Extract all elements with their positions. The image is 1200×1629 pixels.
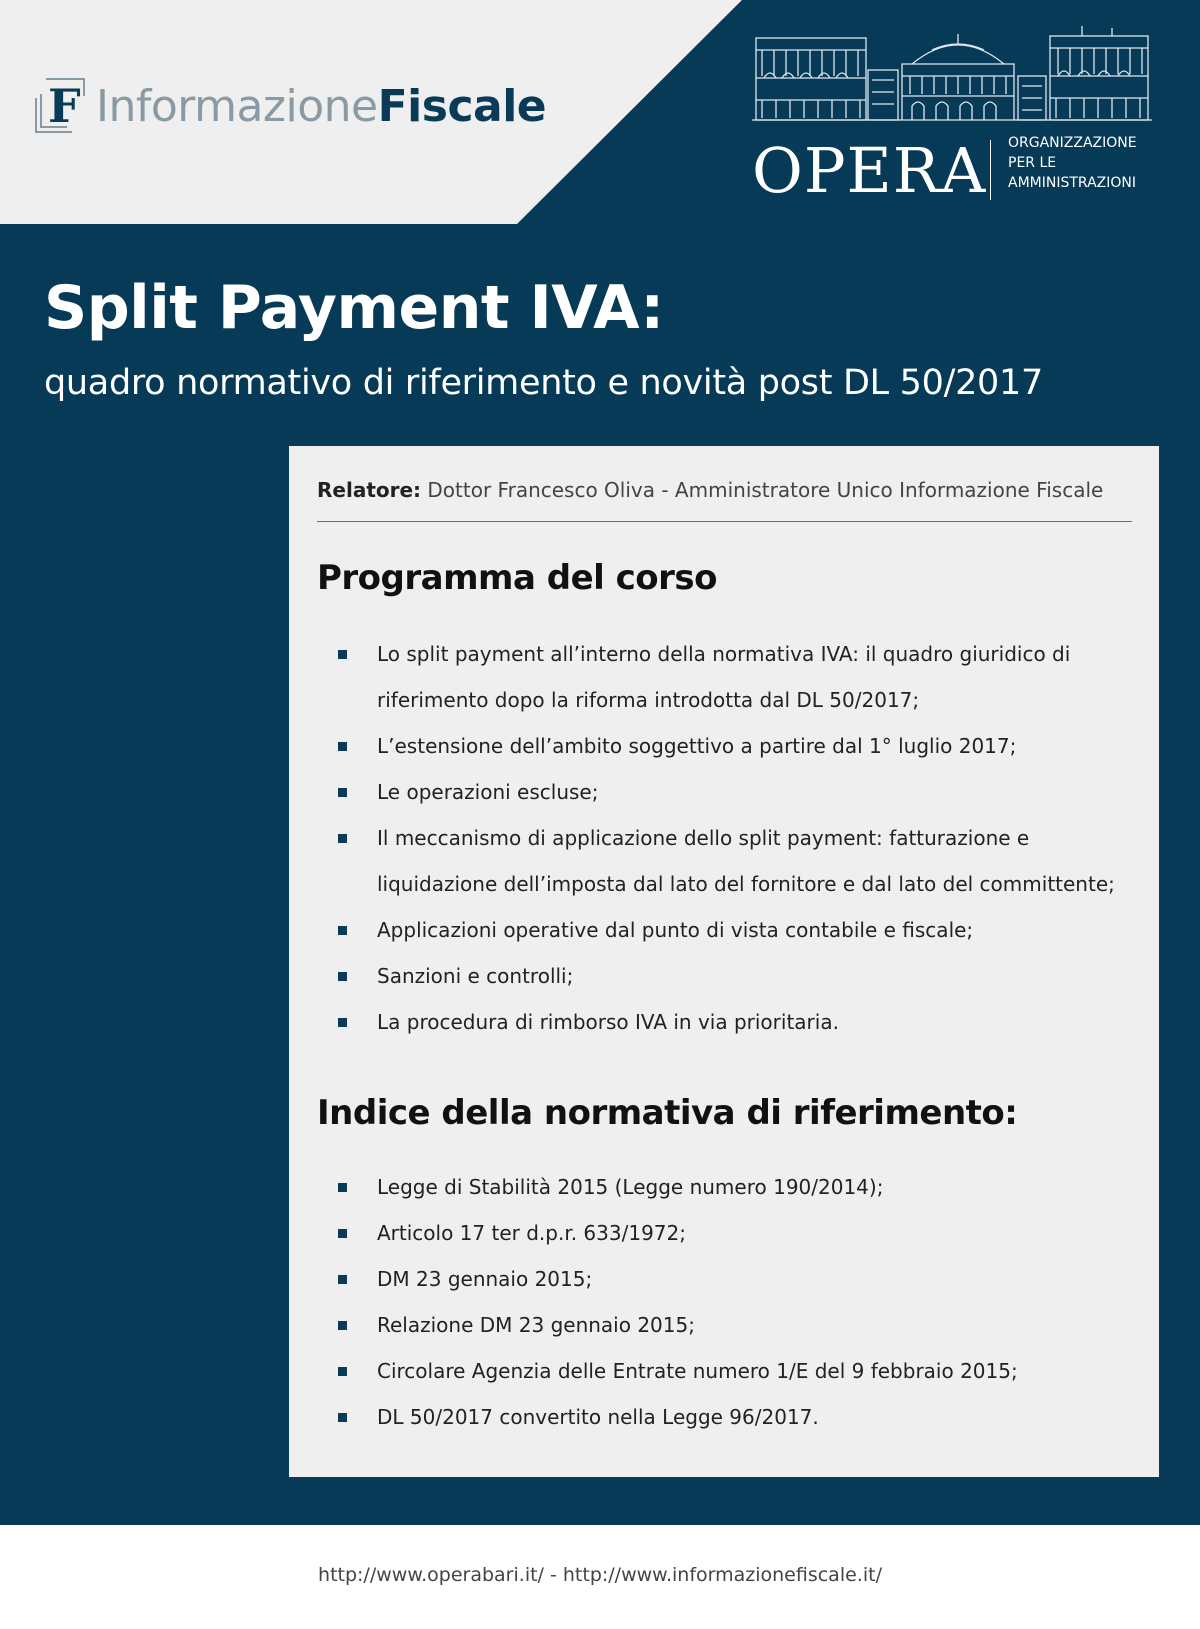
speaker-value: Dottor Francesco Oliva - Amministratore Unico Informazione Fiscale — [427, 478, 1104, 502]
list-item-text: L’estensione dell’ambito soggettivo a partire dal 1° luglio 2017; — [377, 734, 1017, 758]
square-bullet-icon — [338, 972, 347, 981]
program-list — [317, 631, 1142, 1045]
speaker-label: Relatore: — [317, 478, 422, 502]
square-bullet-icon — [338, 1183, 347, 1192]
square-bullet-icon — [338, 1229, 347, 1238]
normative-title: Indice della normativa di riferimento: — [317, 1093, 1018, 1133]
list-item — [317, 769, 1142, 815]
if-logo-mark-icon — [32, 76, 90, 136]
list-item-text: DM 23 gennaio 2015; — [377, 1267, 593, 1291]
brand-name-bold: Fiscale — [377, 81, 547, 132]
page-title: Split Payment IVA: — [44, 273, 664, 343]
list-item-text: La procedura di rimborso IVA in via prioritaria. — [377, 1010, 839, 1034]
list-item — [317, 1210, 1142, 1256]
opera-tagline-line-1: ORGANIZZAZIONE — [1008, 135, 1137, 151]
card-divider — [317, 521, 1132, 522]
square-bullet-icon — [338, 650, 347, 659]
normative-list — [317, 1164, 1142, 1440]
square-bullet-icon — [338, 926, 347, 935]
list-item-text: Relazione DM 23 gennaio 2015; — [377, 1313, 695, 1337]
opera-logo — [752, 20, 1162, 207]
list-item-text: Articolo 17 ter d.p.r. 633/1972; — [377, 1221, 686, 1245]
opera-wordmark: OPERA — [752, 134, 987, 207]
speaker-line — [317, 476, 1103, 504]
course-card — [289, 446, 1159, 1477]
list-item-text: Applicazioni operative dal punto di vista contabile e fiscale; — [377, 918, 974, 942]
list-item — [317, 815, 1142, 907]
square-bullet-icon — [338, 1018, 347, 1027]
informazione-fiscale-logo — [32, 72, 592, 142]
program-title: Programma del corso — [317, 558, 717, 598]
brand-name-light: Informazione — [96, 81, 378, 132]
opera-tagline-line-2: PER LE — [1008, 155, 1057, 171]
list-item-text: Lo split payment all’interno della normativa IVA: il quadro giuridico di riferimento dopo la riforma introdotta dal DL 50/2017; — [377, 642, 1071, 712]
square-bullet-icon — [338, 1413, 347, 1422]
list-item — [317, 1348, 1142, 1394]
list-item — [317, 1164, 1142, 1210]
list-item-text: Sanzioni e controlli; — [377, 964, 574, 988]
page-subtitle: quadro normativo di riferimento e novità post DL 50/2017 — [44, 363, 1043, 403]
list-item — [317, 631, 1142, 723]
list-item — [317, 907, 1142, 953]
brand-name — [96, 82, 546, 132]
list-item — [317, 723, 1142, 769]
opera-divider — [990, 140, 991, 200]
list-item — [317, 953, 1142, 999]
list-item — [317, 1256, 1142, 1302]
square-bullet-icon — [338, 1275, 347, 1284]
square-bullet-icon — [338, 1367, 347, 1376]
square-bullet-icon — [338, 742, 347, 751]
list-item-text: Legge di Stabilità 2015 (Legge numero 190/2014); — [377, 1175, 884, 1199]
footer — [0, 1525, 1200, 1629]
square-bullet-icon — [338, 834, 347, 843]
square-bullet-icon — [338, 1321, 347, 1330]
list-item-text: Il meccanismo di applicazione dello split payment: fatturazione e liquidazione dell’imposta dal lato del fornitore e dal lato del committente; — [377, 826, 1115, 896]
list-item — [317, 1302, 1142, 1348]
list-item-text: Le operazioni escluse; — [377, 780, 599, 804]
opera-tagline-line-3: AMMINISTRAZIONI — [1008, 175, 1136, 191]
list-item — [317, 1394, 1142, 1440]
square-bullet-icon — [338, 788, 347, 797]
list-item-text: Circolare Agenzia delle Entrate numero 1/E del 9 febbraio 2015; — [377, 1359, 1018, 1383]
city-skyline-icon — [752, 20, 1152, 124]
footer-links[interactable]: http://www.operabari.it/ - http://www.informazionefiscale.it/ — [318, 1564, 882, 1586]
opera-tagline — [1008, 133, 1168, 193]
list-item — [317, 999, 1142, 1045]
if-mark-letter: F — [48, 79, 81, 133]
list-item-text: DL 50/2017 convertito nella Legge 96/2017. — [377, 1405, 819, 1429]
